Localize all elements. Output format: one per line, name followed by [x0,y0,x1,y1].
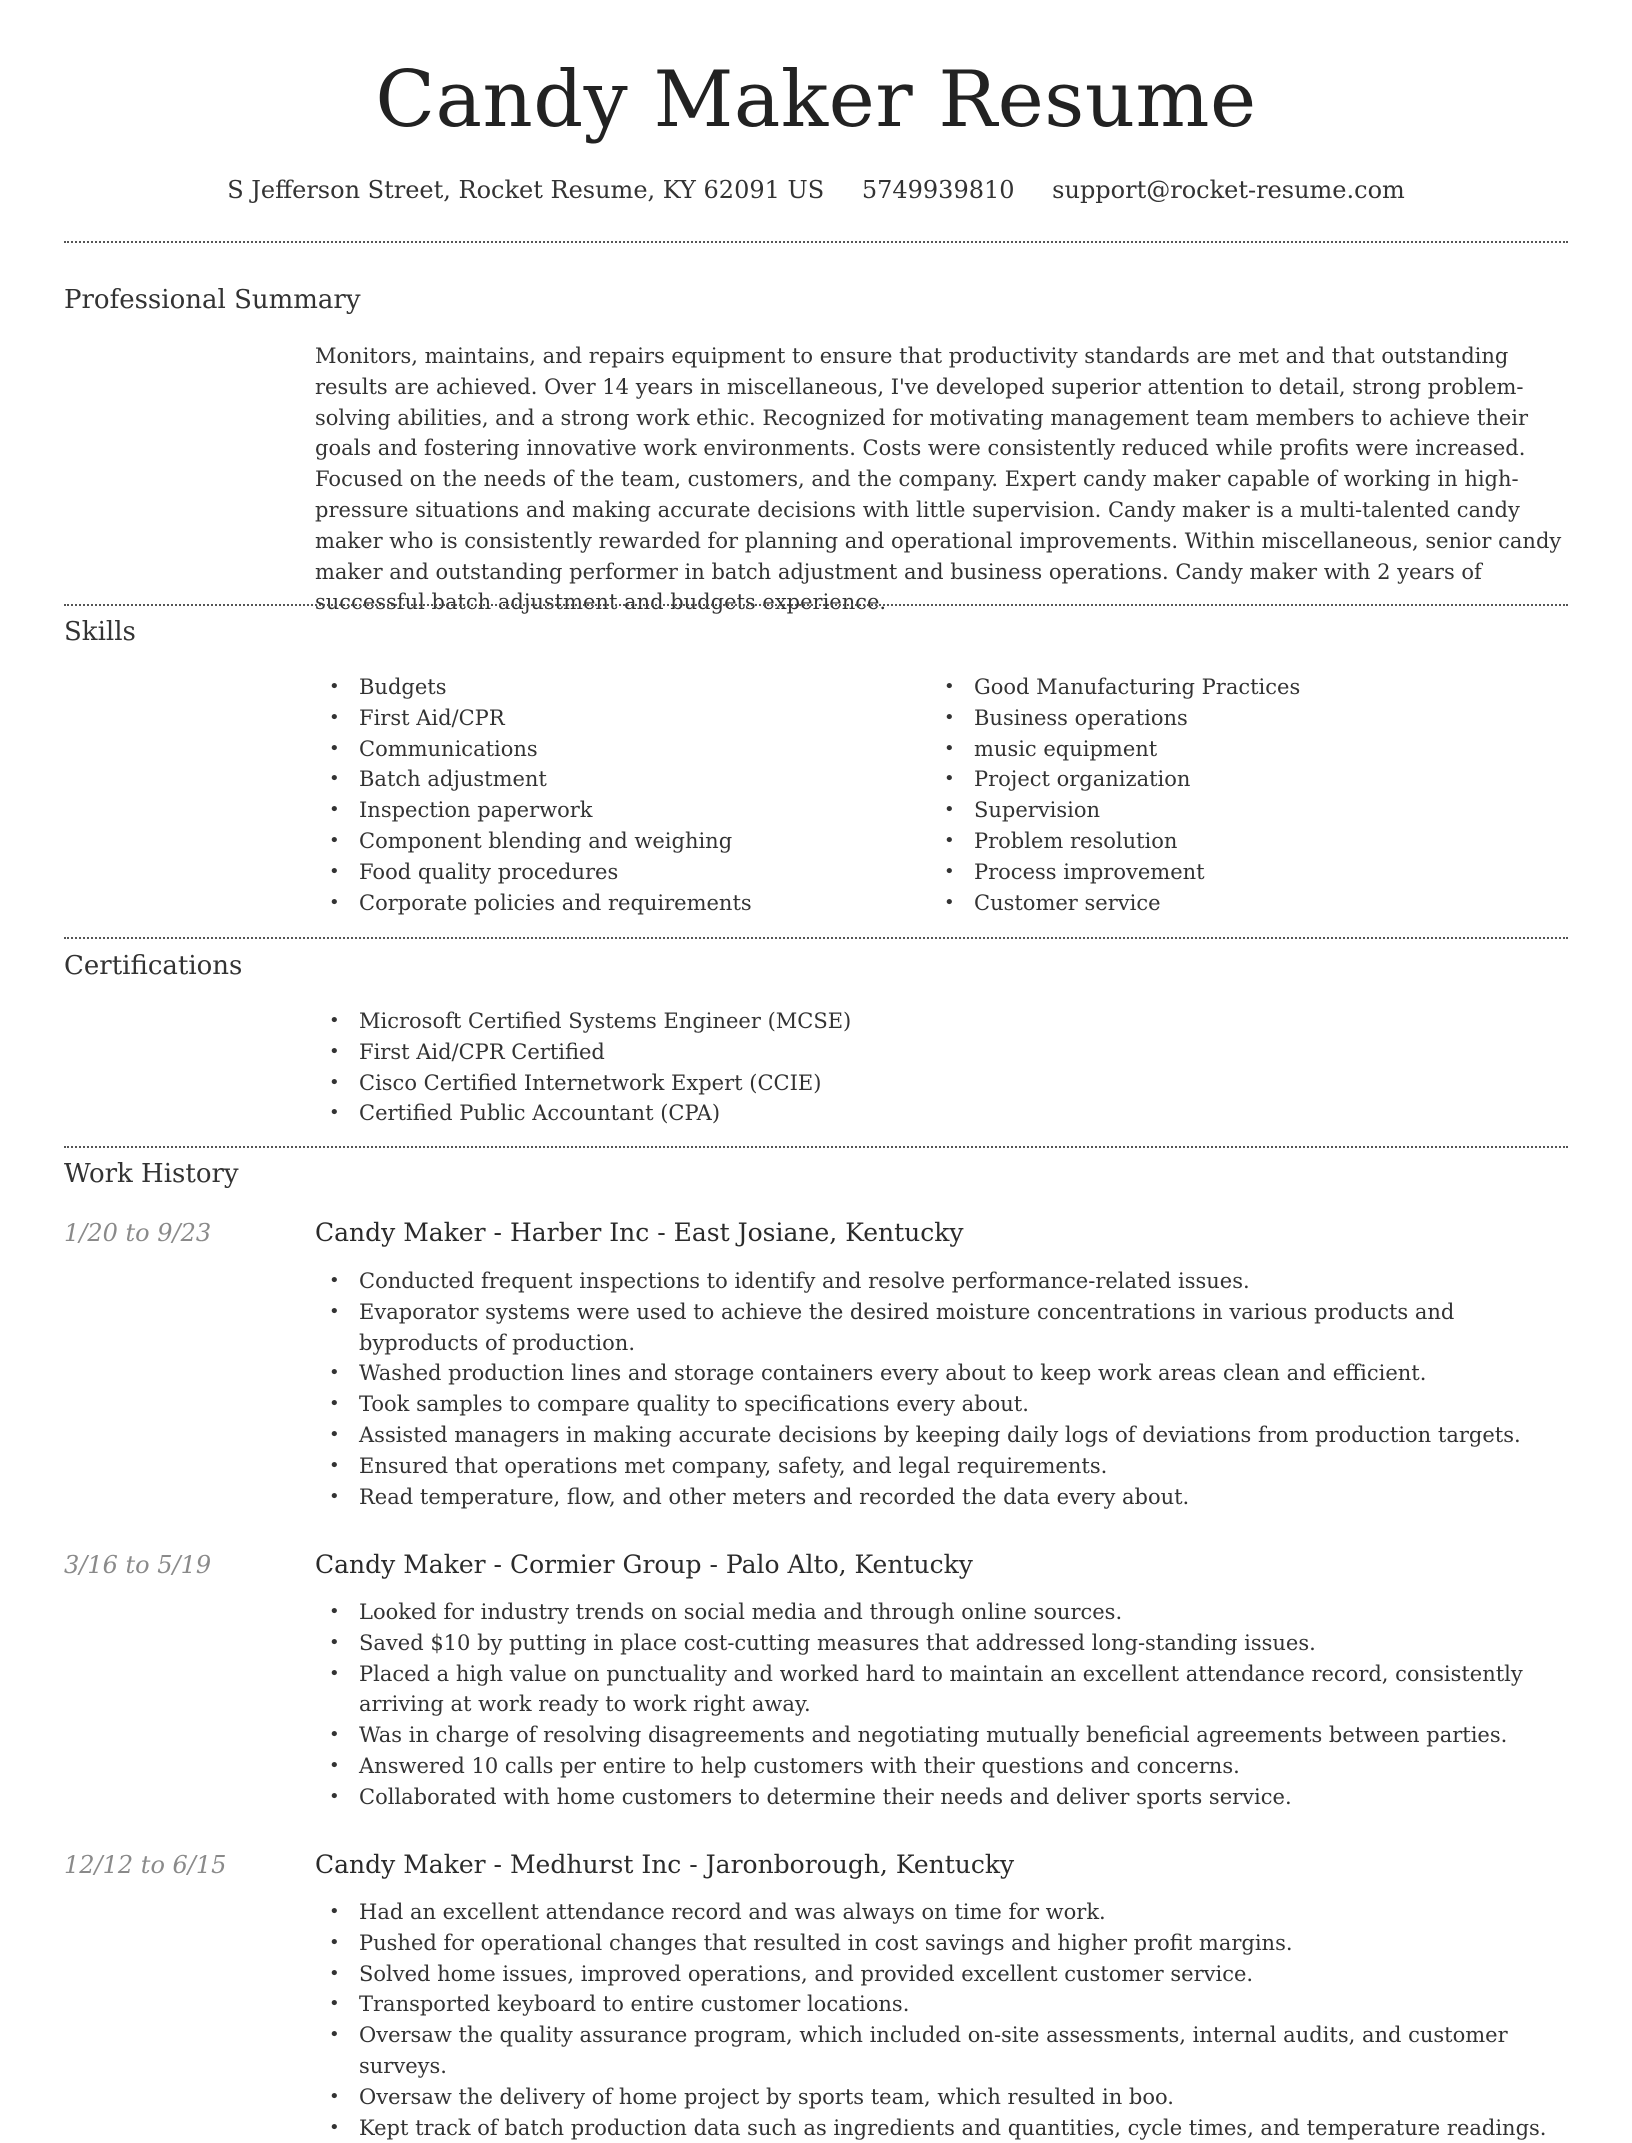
certifications-list [315,1006,1568,1129]
skill-item: • Customer service [930,888,1568,919]
section-divider [64,604,1568,606]
job-bullet: • Read temperature, flow, and other meters and recorded the data every about. [315,1482,1568,1513]
skill-item: • Business operations [930,703,1568,734]
job-bullet: • Transported keyboard to entire customer locations. [315,1989,1568,2020]
skills-list-left [315,672,915,918]
job-bullet: • Solved home issues, improved operations, and provided excellent customer service. [315,1959,1568,1990]
contact-line [64,170,1568,210]
job-title: Candy Maker - Cormier Group - Palo Alto, Kentucky [315,1550,973,1579]
job-bullet: • Collaborated with home customers to determine their needs and deliver sports service. [315,1782,1568,1813]
job-bullet: • Placed a high value on punctuality and worked hard to maintain an excellent attendance record, consistently arriving at work ready to work right away. [315,1659,1568,1721]
skill-item: • Component blending and weighing [315,826,915,857]
section-divider [64,241,1568,243]
certification-item: • Microsoft Certified Systems Engineer (MCSE) [315,1006,1568,1037]
job-bullet: • Oversaw the quality assurance program, which included on-site assessments, internal audits, and customer surveys. [315,2020,1568,2082]
section-divider [64,937,1568,939]
job-bullets [315,1266,1568,1512]
job-bullet: • Oversaw the delivery of home project by sports team, which resulted in boo. [315,2082,1568,2113]
job-bullet: • Answered 10 calls per entire to help customers with their questions and concerns. [315,1751,1568,1782]
skills-column-right [930,672,1568,918]
job-bullet: • Kept track of batch production data such as ingredients and quantities, cycle times, and temperature readings. [315,2113,1568,2143]
contact-phone: 5749939810 [861,176,1015,204]
job-bullets [315,1897,1568,2143]
job-dates: 12/12 to 6/15 [64,1851,227,1879]
job-bullet: • Evaporator systems were used to achieve the desired moisture concentrations in various products and byproducts of production. [315,1297,1568,1359]
job-bullet: • Saved $10 by putting in place cost-cutting measures that addressed long-standing issues. [315,1628,1568,1659]
skill-item: • Corporate policies and requirements [315,888,915,919]
job-dates: 3/16 to 5/19 [64,1551,212,1579]
job-bullet: • Pushed for operational changes that resulted in cost savings and higher profit margins. [315,1928,1568,1959]
skill-item: • Inspection paperwork [315,795,915,826]
certifications-heading: Certifications [64,951,243,981]
certification-item: • Cisco Certified Internetwork Expert (CCIE) [315,1068,1568,1099]
job-bullet: • Washed production lines and storage containers every about to keep work areas clean and efficient. [315,1358,1568,1389]
skill-item: • Communications [315,734,915,765]
certification-item: • First Aid/CPR Certified [315,1037,1568,1068]
certification-item: • Certified Public Accountant (CPA) [315,1098,1568,1129]
skill-item: • Supervision [930,795,1568,826]
skill-item: • Batch adjustment [315,764,915,795]
skill-item: • music equipment [930,734,1568,765]
skill-item: • Problem resolution [930,826,1568,857]
job-dates: 1/20 to 9/23 [64,1219,212,1247]
job-bullets [315,1597,1568,1813]
job-bullet: • Looked for industry trends on social media and through online sources. [315,1597,1568,1628]
job-bullet: • Was in charge of resolving disagreements and negotiating mutually beneficial agreements between parties. [315,1720,1568,1751]
page-title: Candy Maker Resume [375,55,1257,145]
certifications-column [315,1006,1568,1129]
skill-item: • Food quality procedures [315,857,915,888]
work-history-heading: Work History [64,1159,239,1189]
skill-item: • Good Manufacturing Practices [930,672,1568,703]
section-divider [64,1146,1568,1148]
job-bullet: • Conducted frequent inspections to identify and resolve performance-related issues. [315,1266,1568,1297]
summary-text: Monitors, maintains, and repairs equipment to ensure that productivity standards are met and that outstanding results are achieved. Over 14 years in miscellaneous, I've developed superior attention to detail, strong problem-solving abilities, and a strong work ethic. Recognized for motivating management team members to achieve their goals and fostering innovative work environments. Costs were consistently reduced while profits were increased. Focused on the needs of the team, customers, and the company. Expert candy maker capable of working in high-pressure situations and making accurate decisions with little supervision. Candy maker is a multi-talented candy maker who is consistently rewarded for planning and operational improvements. Within miscellaneous, senior candy maker and outstanding performer in batch adjustment and business operations. Candy maker with 2 years of successful batch adjustment and budgets experience. [315,344,1562,615]
job-title: Candy Maker - Medhurst Inc - Jaronborough, Kentucky [315,1850,1015,1879]
skill-item: • First Aid/CPR [315,703,915,734]
job-bullet: • Had an excellent attendance record and was always on time for work. [315,1897,1568,1928]
skill-item: • Project organization [930,764,1568,795]
job-bullet: • Took samples to compare quality to specifications every about. [315,1389,1568,1420]
job-bullet: • Assisted managers in making accurate decisions by keeping daily logs of deviations from production targets. [315,1420,1568,1451]
summary-heading: Professional Summary [64,285,361,315]
job-bullet: • Ensured that operations met company, safety, and legal requirements. [315,1451,1568,1482]
contact-email: support@rocket-resume.com [1052,176,1405,204]
skill-item: • Process improvement [930,857,1568,888]
skills-column-left [315,672,915,918]
contact-address: S Jefferson Street, Rocket Resume, KY 62091 US [227,176,825,204]
job-title: Candy Maker - Harber Inc - East Josiane, Kentucky [315,1218,964,1247]
skill-item: • Budgets [315,672,915,703]
skills-heading: Skills [64,617,136,647]
skills-list-right [930,672,1568,918]
